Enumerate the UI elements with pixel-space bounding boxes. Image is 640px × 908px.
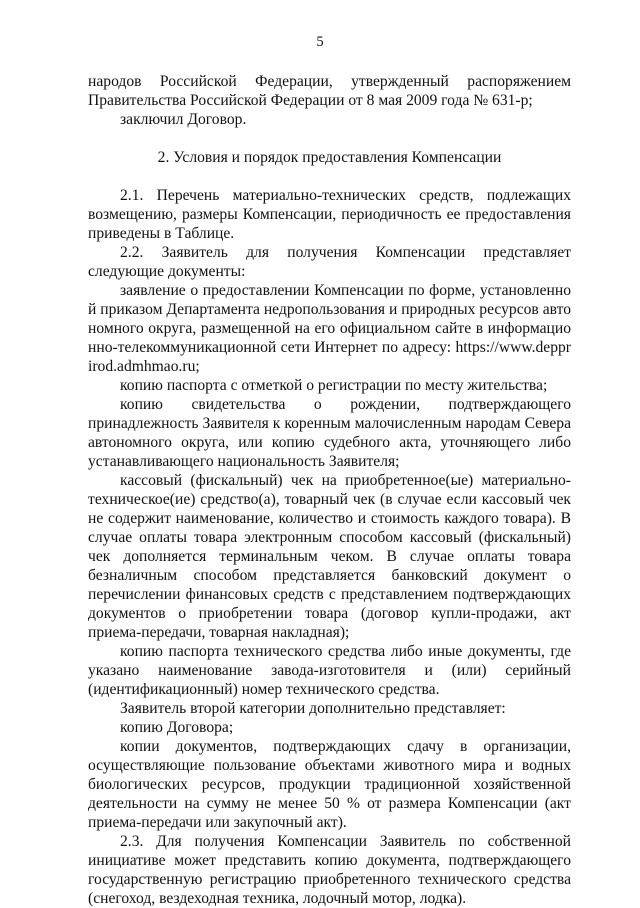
doc-tech-passport: копию паспорта технического средства либо иные документы, где указано наименование завода-изготовителя и (или) серийный (идентификационный) номер технического средства. (88, 643, 571, 698)
doc-receipt: кассовый (фискальный) чек на приобретенное(ые) материально-техническое(ие) средство(а), товарный чек (в случае если кассовый чек не содержит наименование, количество и стоимость каждого товара). В случае оплаты товара электронным способом кассовый (фискальный) чек дополняется терминальным чеком. В случае оплаты товара безналичным способом представляется банковский документ о перечислении финансовых средств с представлением подтверждающих документов о приобретении товара (договор купли-продажи, акт приема-передачи, товарная накладная); (88, 472, 571, 641)
doc-application: заявление о предоставлении Компенсации по форме, установленной приказом Департамента недропользования и природных ресурсов автономного округа, размещенной на его официальном сайте в информационно-телекоммуникационной сети Интернет по адресу: https://www.depprirod.admhmao.ru; (88, 282, 571, 375)
intro-concluded: заключил Договор. (120, 111, 247, 128)
doc-birth-certificate: копию свидетельства о рождении, подтверждающего принадлежность Заявителя к коренным малочисленным народам Севера автономного округа, или копию судебного акта, уточняющего либо устанавливающего национальность Заявителя; (88, 396, 571, 470)
intro-continuation: народов Российской Федерации, утвержденный распоряжением Правительства Российской Федерации от 8 мая 2009 года № 631-р; (88, 73, 571, 109)
doc-contract: копию Договора; (120, 719, 234, 736)
paragraph-2-2: 2.2. Заявитель для получения Компенсации представляет следующие документы: (88, 244, 571, 280)
section-heading: 2. Условия и порядок предоставления Компенсации (157, 149, 502, 166)
page-number: 5 (316, 34, 324, 50)
paragraph-2-1: 2.1. Перечень материально-технических средств, подлежащих возмещению, размеры Компенсации, периодичность ее предоставления приведены в Таблице. (88, 187, 571, 242)
second-category-note: Заявитель второй категории дополнительно представляет: (120, 700, 506, 717)
doc-passport: копию паспорта с отметкой о регистрации по месту жительства; (120, 377, 548, 394)
document-body (88, 72, 571, 908)
doc-delivery: копии документов, подтверждающих сдачу в организации, осуществляющие пользование объектами животного мира и водных биологических ресурсов, продукции традиционной хозяйственной деятельности на сумму не менее 50 % от размера Компенсации (акт приема-передачи или закупочный акт). (88, 738, 571, 831)
paragraph-2-3: 2.3. Для получения Компенсации Заявитель по собственной инициативе может представить копию документа, подтверждающего государственную регистрацию приобретенного технического средства (снегоход, вездеходная техника, лодочный мотор, лодка). (88, 833, 571, 907)
